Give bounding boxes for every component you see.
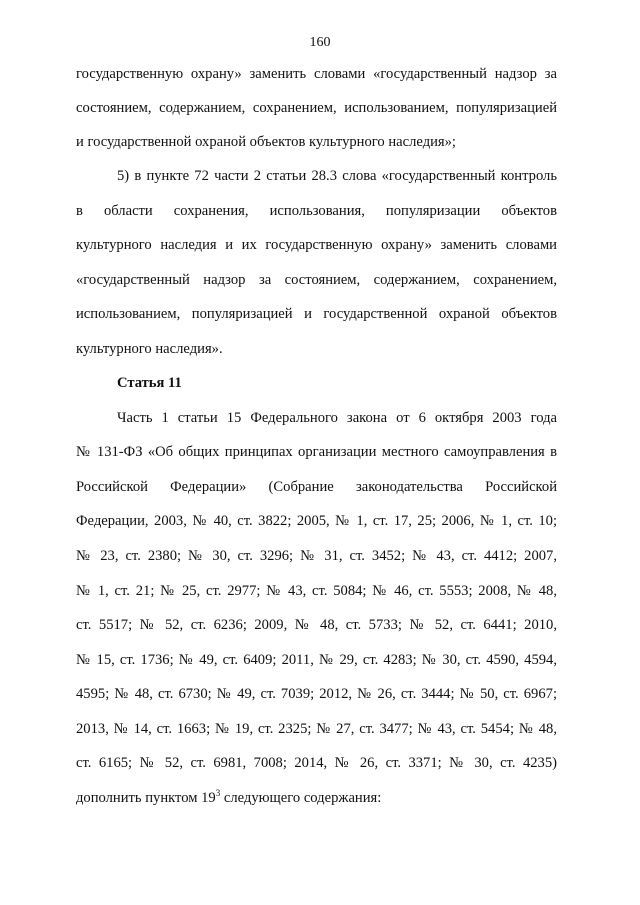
text-line: Федерации, 2003, № 40, ст. 3822; 2005, № 1, ст. 17, 25; 2006, № 1, ст. 10; bbox=[76, 513, 557, 529]
text-line: № 131-ФЗ «Об общих принципах организации местного самоуправления в bbox=[76, 444, 557, 460]
text-line: № 15, ст. 1736; № 49, ст. 6409; 2011, № 29, ст. 4283; № 30, ст. 4590, 4594, bbox=[76, 652, 557, 668]
article-heading: Статья 11 bbox=[117, 375, 182, 391]
text-line: «государственный надзор за состоянием, содержанием, сохранением, bbox=[76, 272, 557, 288]
text-line: ст. 6165; № 52, ст. 6981, 7008; 2014, № 26, ст. 3371; № 30, ст. 4235) bbox=[76, 755, 557, 771]
text-line: и государственной охраной объектов культурного наследия»; bbox=[76, 134, 456, 150]
text-after-superscript: следующего содержания: bbox=[220, 790, 382, 806]
text-before-superscript: дополнить пунктом 19 bbox=[76, 790, 216, 806]
text-line: № 23, ст. 2380; № 30, ст. 3296; № 31, ст. 3452; № 43, ст. 4412; 2007, bbox=[76, 548, 557, 564]
text-line: Часть 1 статьи 15 Федерального закона от 6 октября 2003 года bbox=[117, 410, 557, 426]
text-line: № 1, ст. 21; № 25, ст. 2977; № 43, ст. 5084; № 46, ст. 5553; 2008, № 48, bbox=[76, 583, 557, 599]
page-number: 160 bbox=[309, 35, 331, 50]
text-line: 5) в пункте 72 части 2 статьи 28.3 слова «государственный контроль bbox=[117, 168, 557, 184]
text-line: культурного наследия». bbox=[76, 341, 223, 357]
text-line: ст. 5517; № 52, ст. 6236; 2009, № 48, ст. 5733; № 52, ст. 6441; 2010, bbox=[76, 617, 557, 633]
text-line: культурного наследия и их государственную охрану» заменить словами bbox=[76, 237, 557, 253]
superscript: 3 bbox=[215, 788, 221, 799]
text-line: 4595; № 48, ст. 6730; № 49, ст. 7039; 2012, № 26, ст. 3444; № 50, ст. 6967; bbox=[76, 686, 557, 702]
text-line: государственную охрану» заменить словами «государственный надзор за bbox=[76, 66, 557, 82]
text-line: состоянием, содержанием, сохранением, использованием, популяризацией bbox=[76, 100, 557, 116]
text-line: Российской Федерации» (Собрание законодательства Российской bbox=[76, 479, 557, 495]
text-line-final bbox=[76, 790, 557, 807]
text-line: 2013, № 14, ст. 1663; № 19, ст. 2325; № 27, ст. 3477; № 43, ст. 5454; № 48, bbox=[76, 721, 557, 737]
text-line: в области сохранения, использования, популяризации объектов bbox=[76, 203, 557, 219]
text-line: использованием, популяризацией и государственной охраной объектов bbox=[76, 306, 557, 322]
